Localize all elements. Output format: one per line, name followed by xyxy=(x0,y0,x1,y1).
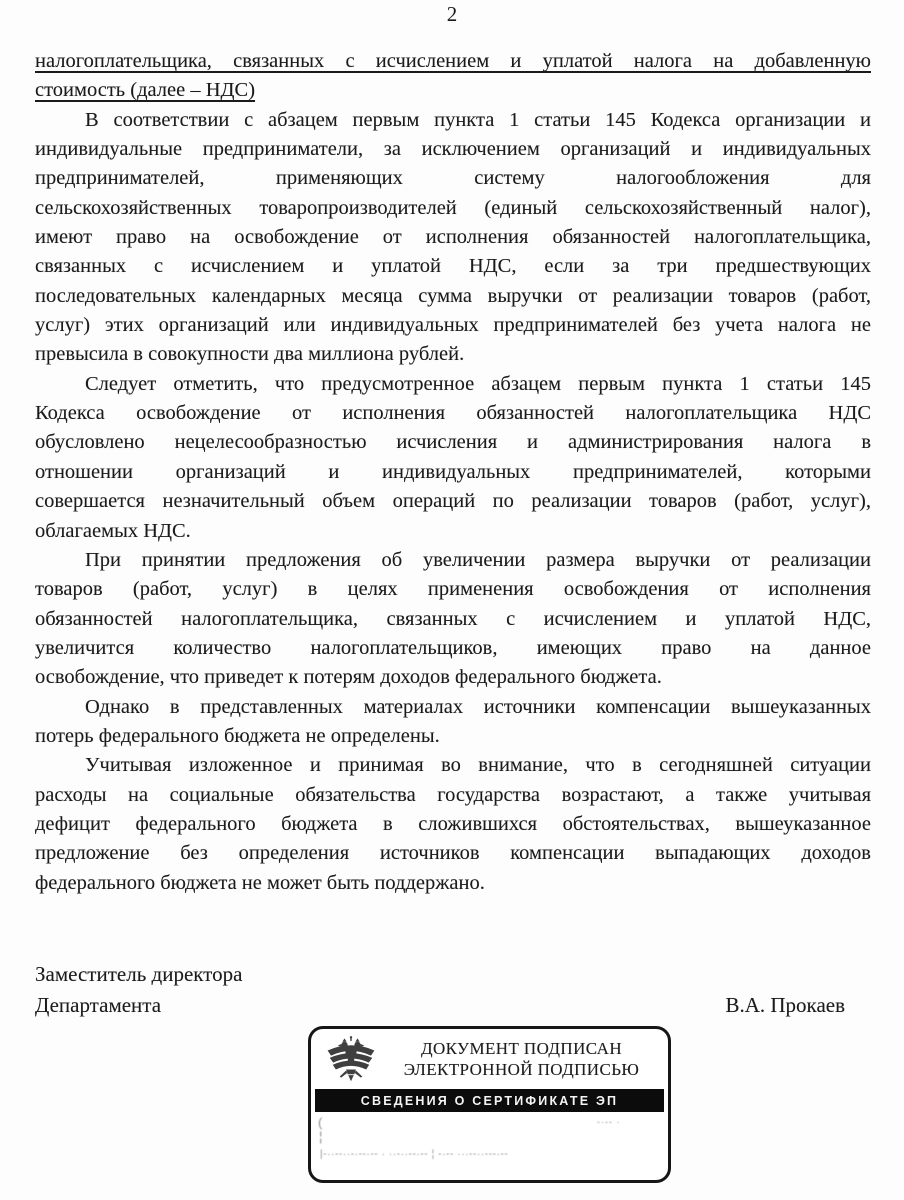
stamp-title-line2: ЭЛЕКТРОННОЙ ПОДПИСЬЮ xyxy=(403,1059,640,1079)
text-line: увеличится количество налогоплательщиков, имеющих право на данное xyxy=(35,636,871,659)
text-line: Однако в представленных материалах источники компенсации вышеуказанных xyxy=(85,695,871,718)
text-line: предпринимателей, применяющих систему налогообложения для xyxy=(35,167,871,190)
stamp-title-line1: ДОКУМЕНТ ПОДПИСАН xyxy=(420,1039,623,1058)
text-line: Следует отметить, что предусмотренное абзацем первым пункта 1 статьи 145 xyxy=(85,372,871,395)
text-line: облагаемых НДС. xyxy=(35,519,191,542)
signer-position xyxy=(35,959,242,1021)
text-line: Кодекса освобождение от исполнения обязанностей налогоплательщика НДС xyxy=(35,402,871,425)
text-line: расходы на социальные обязательства государства возрастают, а также учитывая xyxy=(35,783,871,806)
text-line: потерь федерального бюджета не определены. xyxy=(35,724,440,747)
text-line: обусловлено нецелесообразностью исчисления и администрирования налога в xyxy=(35,431,871,454)
stamp-header xyxy=(311,1029,668,1087)
digital-signature-stamp xyxy=(308,1026,671,1183)
redacted-text-mark: ( xyxy=(318,1114,323,1130)
text-line: услуг) этих организаций или индивидуальных предпринимателей без учета налога не xyxy=(35,314,871,337)
text-line: В соответствии с абзацем первым пункта 1 статьи 145 Кодекса организации и xyxy=(85,108,871,131)
text-line: последовательных календарных месяца сумма выручки от реализации товаров (работ, xyxy=(35,284,871,307)
redacted-text-line: |-··--··-·--·-- · ··-··--·-- ¦ -·-- ···--··---·-- xyxy=(320,1148,509,1160)
russian-coat-of-arms-icon xyxy=(325,1035,377,1085)
document-body xyxy=(35,47,871,898)
text-line: товаров (работ, услуг) в целях применения освобождения от исполнения xyxy=(35,578,871,601)
signature-block xyxy=(35,959,845,1021)
text-line: федерального бюджета не может быть поддержано. xyxy=(35,871,485,894)
text-line: дефицит федерального бюджета в сложившихся обстоятельствах, вышеуказанное xyxy=(35,812,871,835)
text-line: отношении организаций и индивидуальных предпринимателей, которыми xyxy=(35,460,871,483)
stamp-title xyxy=(385,1039,658,1080)
text-line: освобождение, что приведет к потерям доходов федерального бюджета. xyxy=(35,666,662,689)
text-line: имеют право на освобождение от исполнения обязанностей налогоплательщика, xyxy=(35,226,871,249)
certificate-details-redacted xyxy=(311,1112,668,1182)
signer-name: В.А. Прокаев xyxy=(725,993,845,1017)
text-line: Учитывая изложенное и принимая во внимание, что в сегодняшней ситуации xyxy=(85,754,871,777)
page-number: 2 xyxy=(446,2,458,26)
text-line: совершается незначительный объем операций по реализации товаров (работ, услуг), xyxy=(35,490,871,513)
text-line: При принятии предложения об увеличении размера выручки от реализации xyxy=(85,548,871,571)
text-line: сельскохозяйственных товаропроизводителей (единый сельскохозяйственный налог), xyxy=(35,196,871,219)
certificate-info-header: СВЕДЕНИЯ О СЕРТИФИКАТЕ ЭП xyxy=(315,1089,664,1112)
signer-position-line1: Заместитель директора xyxy=(35,962,243,986)
text-line: обязанностей налогоплательщика, связанных с исчислением и уплатой НДС, xyxy=(35,607,871,630)
text-line: предложение без определения источников компенсации выпадающих доходов xyxy=(35,842,871,865)
text-line: стоимость (далее – НДС) xyxy=(35,79,256,102)
redacted-text-mark: -·-- · xyxy=(597,1116,621,1127)
text-line: связанных с исчислением и уплатой НДС, если за три предшествующих xyxy=(35,255,871,278)
signer-position-line2: Департамента xyxy=(35,993,162,1017)
text-line: индивидуальные предприниматели, за исключением организаций и индивидуальных xyxy=(35,138,871,161)
redacted-text-mark: ¦ xyxy=(319,1128,323,1144)
text-line: налогоплательщика, связанных с исчислением и уплатой налога на добавленную xyxy=(35,50,871,72)
text-line: превысила в совокупности два миллиона рублей. xyxy=(35,343,465,366)
